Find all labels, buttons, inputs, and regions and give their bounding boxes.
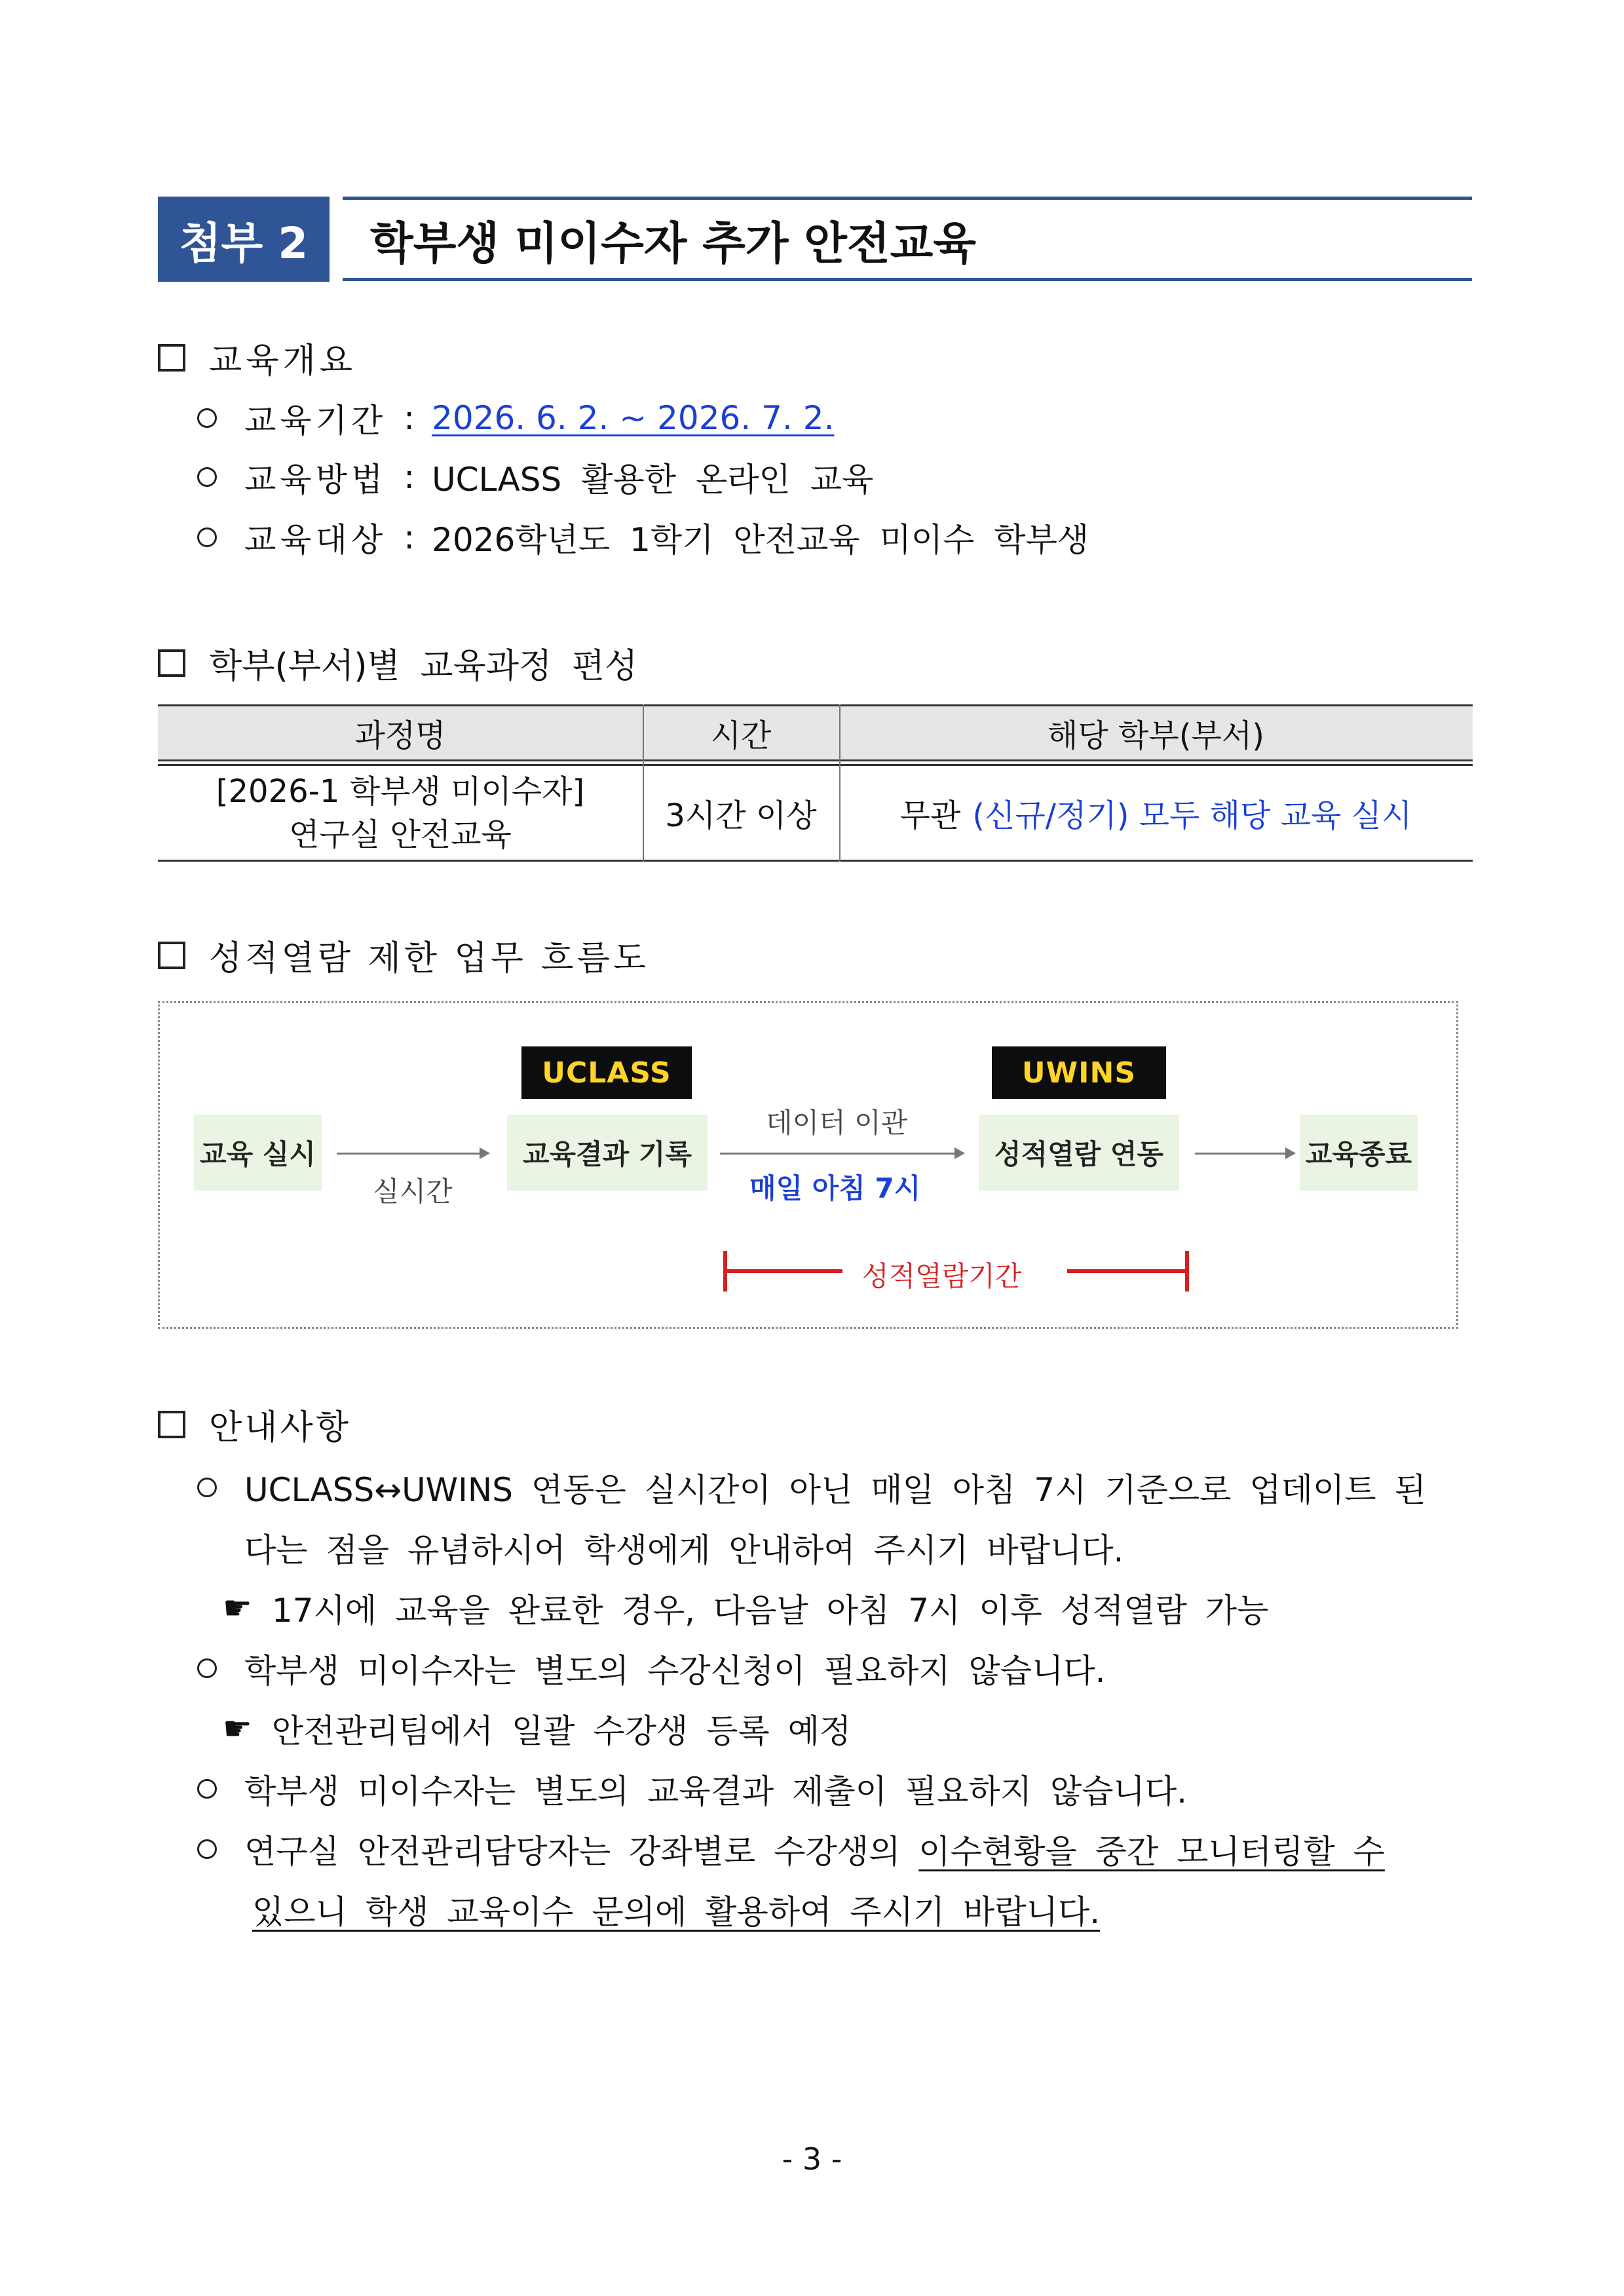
notice-item-4-cont [252, 1886, 1100, 1933]
attachment-badge [158, 197, 330, 282]
section-overview-title: 교육개요 [209, 341, 356, 381]
notice-item-3-text: 학부생 미이수자는 별도의 교육결과 제출이 필요하지 않습니다. [244, 1772, 1188, 1810]
header-top-rule [343, 197, 1472, 200]
section-flow-heading [158, 930, 649, 980]
overview-method-value: UCLASS 활용한 온라인 교육 [432, 461, 874, 499]
flow-arrow-1 [337, 1153, 487, 1155]
table-header-course: 과정명 [354, 717, 446, 754]
circle-bullet-icon [197, 408, 217, 428]
section-curriculum-title: 학부(부서)별 교육과정 편성 [209, 647, 638, 686]
table-header-dept: 해당 학부(부서) [1048, 717, 1264, 754]
notice-item-2-sub [223, 1705, 851, 1752]
notice-item-1-line2: 다는 점을 유념하시어 학생에게 안내하여 주시기 바랍니다. [244, 1531, 1124, 1569]
circle-bullet-icon [197, 1658, 217, 1678]
overview-label: 교육기간 [244, 402, 387, 440]
section-overview-heading [158, 333, 356, 382]
flow-label-realtime: 실시간 [373, 1176, 453, 1208]
flow-node-education: 교육 실시 [194, 1115, 322, 1191]
notice-item-2-sub-text: 안전관리팀에서 일괄 수강생 등록 예정 [271, 1712, 852, 1750]
overview-label: 교육대상 [244, 521, 387, 559]
flow-arrow-3 [1195, 1153, 1293, 1155]
attachment-badge-label: 첨부 2 [179, 218, 309, 269]
circle-bullet-icon [197, 1478, 217, 1497]
section-notice-heading [158, 1400, 351, 1449]
dept-highlight: (신규/정기) 모두 해당 교육 실시 [972, 797, 1412, 834]
pointing-hand-icon: ☛ [223, 1589, 252, 1627]
section-flow-title: 성적열람 제한 업무 흐름도 [209, 939, 650, 978]
overview-sep: : [404, 518, 415, 556]
notice-item-4-underlined: 이수현황을 중간 모니터링할 수 [918, 1833, 1385, 1871]
overview-label: 교육방법 [244, 461, 387, 499]
checkbox-square-icon [158, 1411, 185, 1438]
header-bottom-rule [343, 278, 1472, 281]
flow-label-transfer: 데이터 이관 [766, 1107, 908, 1139]
overview-item-period [197, 394, 834, 442]
section-notice-title: 안내사항 [209, 1408, 351, 1447]
section-curriculum-heading [158, 638, 637, 687]
table-cell-dept [839, 766, 1473, 860]
circle-bullet-icon [197, 467, 217, 487]
table-cell-time: 3시간 이상 [665, 797, 817, 834]
notice-item-1-cont [244, 1524, 1124, 1571]
curriculum-table [158, 704, 1473, 862]
notice-item-2-text: 학부생 미이수자는 별도의 수강신청이 필요하지 않습니다. [244, 1652, 1106, 1690]
course-name-line1: [2026-1 학부생 미이수자] [216, 773, 585, 810]
period-bar-right [1067, 1269, 1185, 1273]
flow-node-record: 교육결과 기록 [507, 1115, 708, 1191]
flow-node-end: 교육종료 [1300, 1115, 1418, 1191]
pointing-hand-icon: ☛ [223, 1710, 252, 1748]
page-title: 학부생 미이수자 추가 안전교육 [370, 218, 976, 270]
period-bar-right-cap [1185, 1251, 1189, 1292]
notice-item-1-line1: UCLASS↔UWINS 연동은 실시간이 아닌 매일 아침 7시 기준으로 업데이트 된 [244, 1471, 1426, 1509]
flow-node-grade-link: 성적열람 연동 [979, 1115, 1179, 1191]
notice-item-1 [197, 1464, 1426, 1511]
flow-tag-uclass: UCLASS [521, 1046, 692, 1099]
flow-diagram [158, 1001, 1458, 1329]
notice-item-4 [197, 1826, 1385, 1873]
overview-item-method [197, 453, 873, 501]
overview-item-target [197, 514, 1089, 561]
dept-prefix: 무관 [899, 797, 961, 834]
overview-target-value: 2026학년도 1학기 안전교육 미이수 학부생 [432, 521, 1089, 559]
period-bar-left [727, 1269, 842, 1273]
notice-item-1-sub-text: 17시에 교육을 완료한 경우, 다음날 아침 7시 이후 성적열람 가능 [271, 1592, 1269, 1630]
table-header-time: 시간 [710, 717, 772, 754]
flow-label-daily-7am: 매일 아침 7시 [749, 1172, 921, 1204]
notice-item-1-sub [223, 1584, 1268, 1632]
circle-bullet-icon [197, 1839, 217, 1859]
checkbox-square-icon [158, 344, 185, 372]
checkbox-square-icon [158, 942, 185, 969]
overview-sep: : [404, 399, 415, 437]
circle-bullet-icon [197, 1779, 217, 1799]
checkbox-square-icon [158, 649, 185, 677]
flow-tag-uwins: UWINS [992, 1046, 1166, 1099]
page-number: - 3 - [782, 2141, 842, 2177]
period-label: 성적열람기간 [862, 1260, 1022, 1292]
overview-period-value: 2026. 6. 2. ~ 2026. 7. 2. [432, 399, 835, 437]
circle-bullet-icon [197, 527, 217, 547]
notice-item-4-prefix: 연구실 안전관리담당자는 강좌별로 수강생의 [244, 1833, 919, 1871]
notice-item-4-line2: 있으니 학생 교육이수 문의에 활용하여 주시기 바랍니다. [252, 1893, 1101, 1931]
notice-item-2 [197, 1645, 1106, 1692]
notice-item-3 [197, 1765, 1187, 1812]
table-cell-course [158, 766, 643, 860]
overview-sep: : [404, 458, 415, 496]
course-name-line2: 연구실 안전교육 [289, 816, 512, 853]
flow-arrow-2 [720, 1153, 962, 1155]
